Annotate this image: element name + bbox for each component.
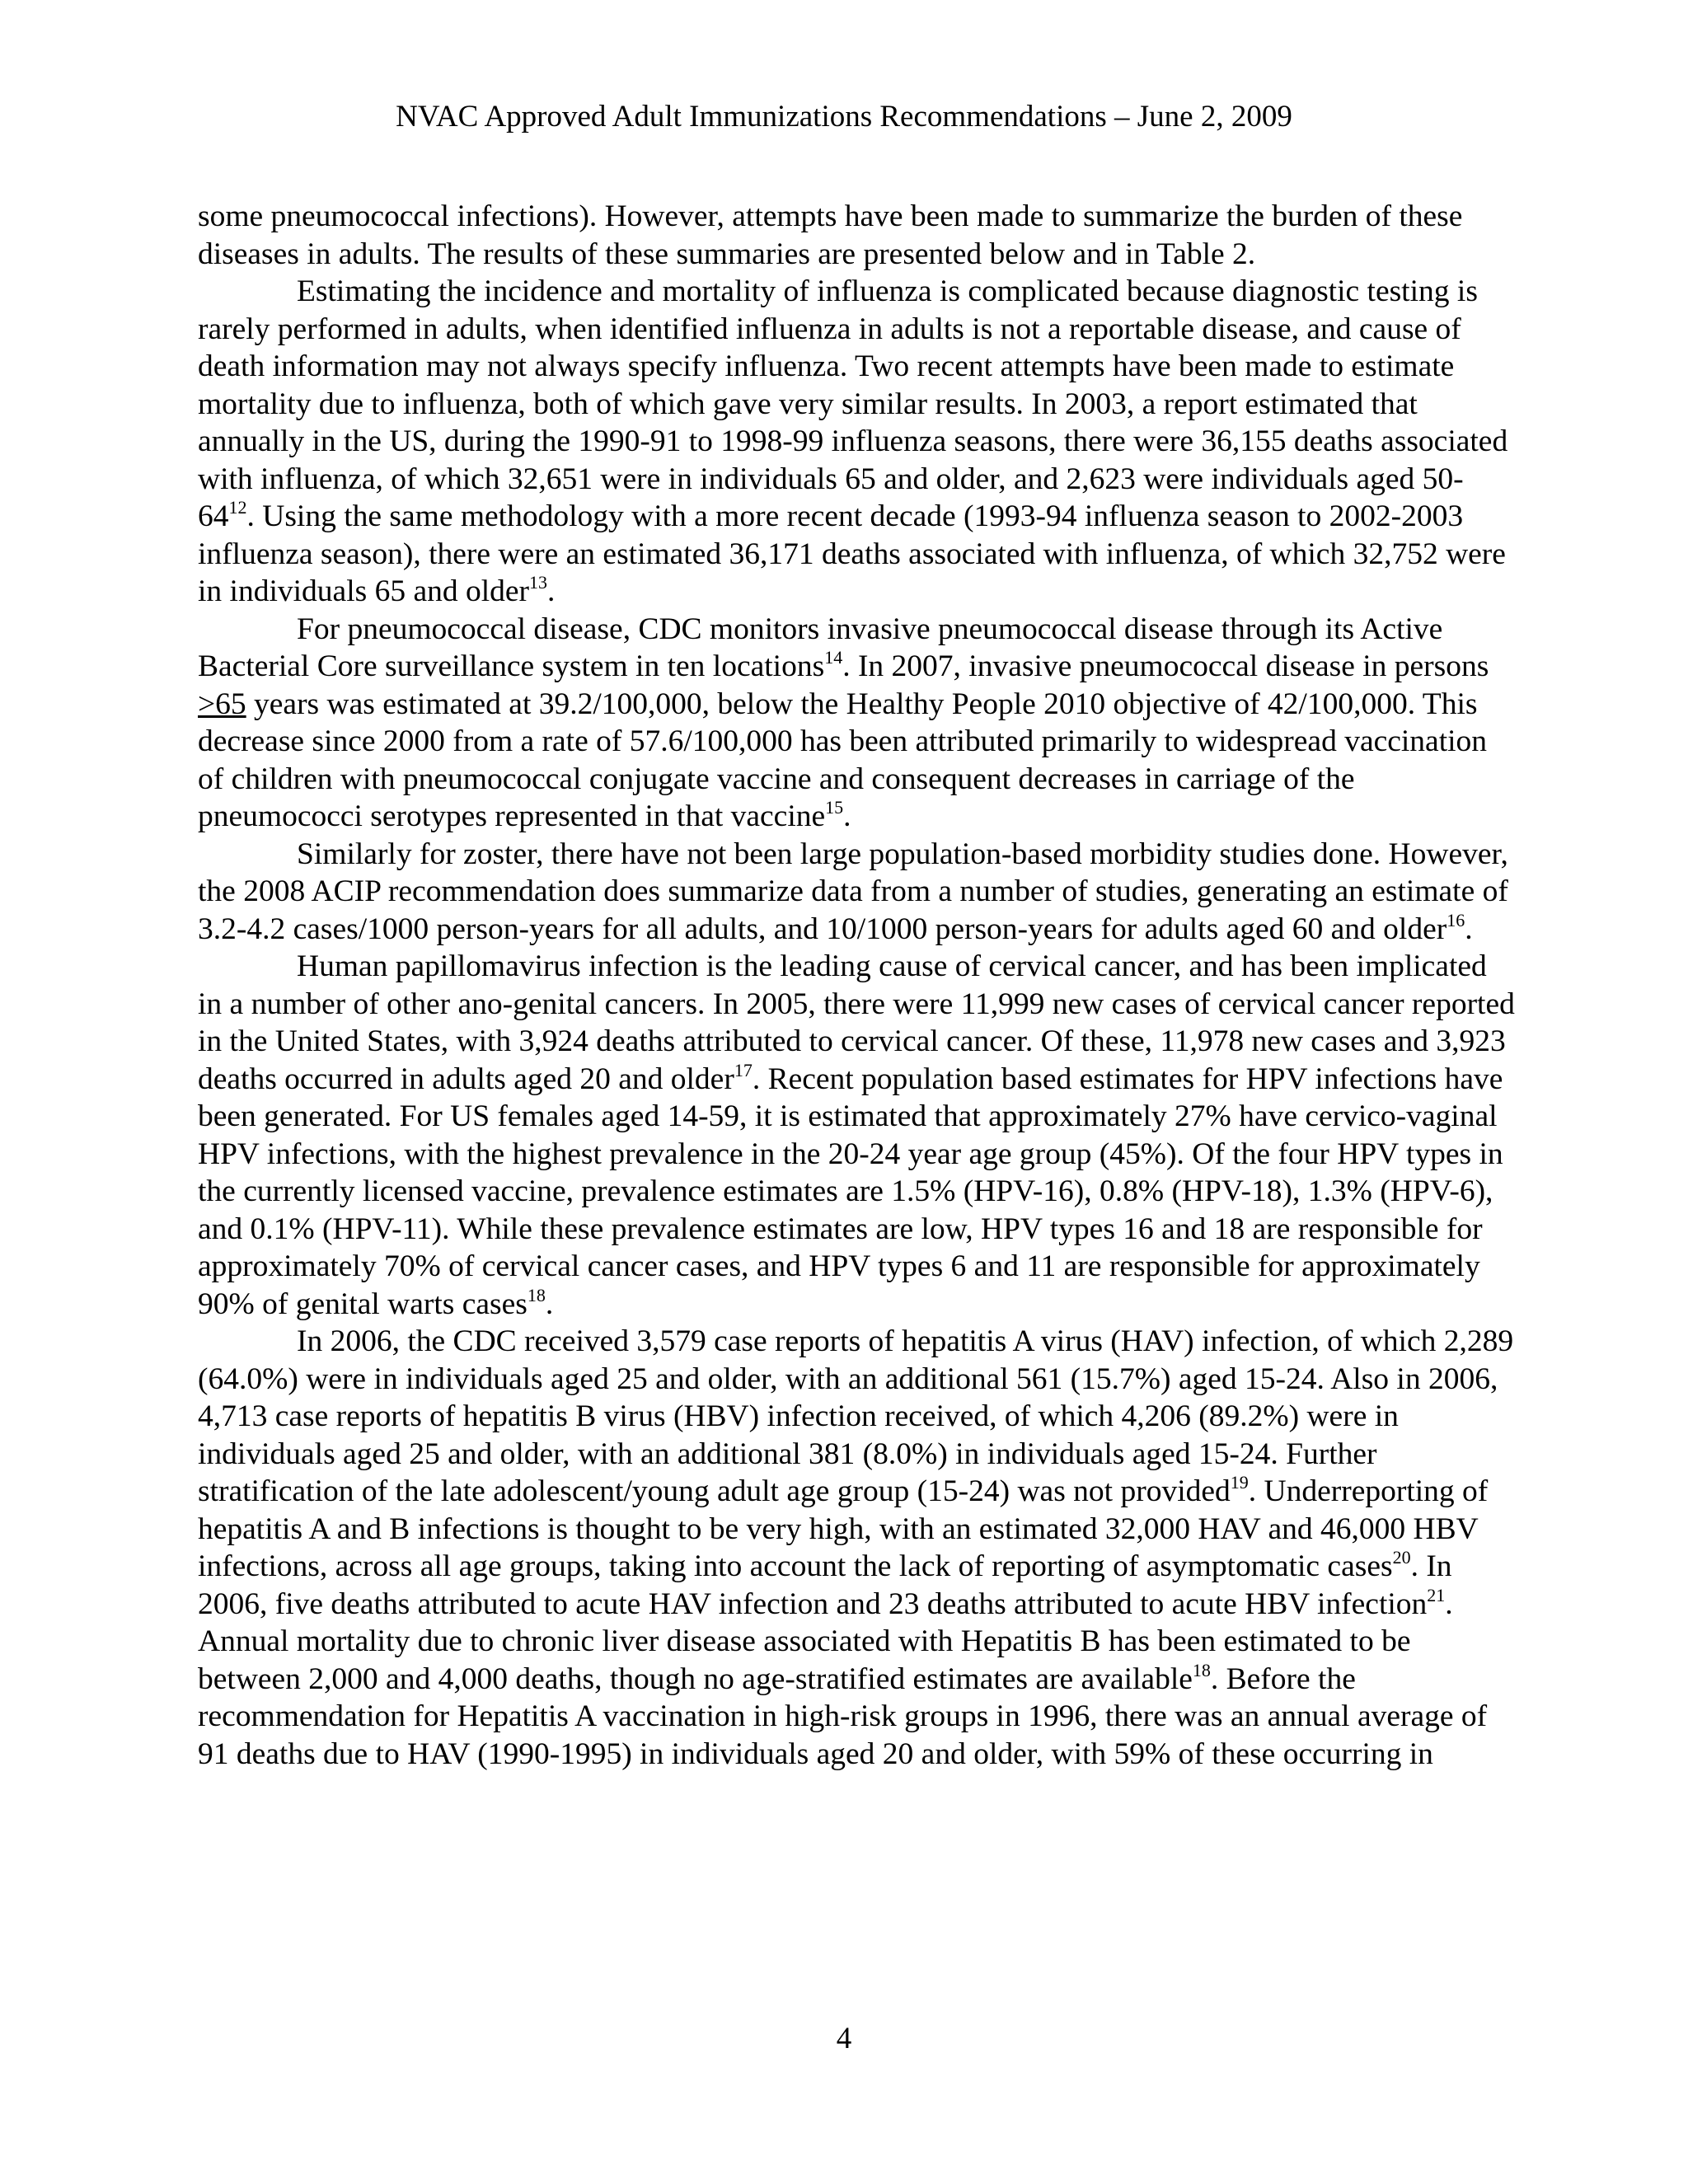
ge-symbol: >65 [198,687,246,721]
paragraph-text: Human papillomavirus infection is the leading cause of cervical cancer, and has been implicated in a number of other ano-genital cancers. In 2005, there were 11,999 new cases of cervical cancer reported in the United States, with 3,924 deaths attributed to cervical cancer. Of these, 11,978 new cases and 3,923 deaths occurred in adults aged 20 and older [198,949,1515,1096]
footnote-ref: 19 [1230,1472,1249,1493]
footnote-ref: 21 [1427,1584,1446,1605]
page-number: 4 [836,2022,852,2055]
footnote-ref: 12 [228,497,247,518]
paragraph-text: . [547,574,556,608]
paragraph-text: For pneumococcal disease, CDC monitors invasive pneumococcal disease through its Active Bacterial Core surveillance system in ten locations [198,612,1443,683]
paragraph-text: some pneumococcal infections). However, attempts have been made to summarize the burden of these diseases in adults. The results of these summaries are presented below and in Table 2. [198,199,1463,271]
paragraph-text: . In 2007, invasive pneumococcal disease in persons [842,649,1489,683]
paragraph-text: Estimating the incidence and mortality of influenza is complicated because diagnostic testing is rarely performed in adults, when identified influenza in adults is not a reportable disease, and cause of death information may not always specify influenza. Two recent attempts have been made to estimate mortality due to influenza, both of which gave very similar results. In 2003, a report estimated that annually in the US, during the 1990-91 to 1998-99 influenza seasons, there were 36,155 deaths associated with influenza, of which 32,651 were in individuals 65 and older, and 2,623 were individuals aged 50-64 [198,274,1508,533]
paragraph-hpv [198,948,1517,1323]
footnote-ref: 16 [1447,909,1465,930]
paragraph-text: . Underreporting of hepatitis A and B infections is thought to be very high, with an estimated 32,000 HAV and 46,000 HBV infections, across all age groups, taking into account the lack of reporting of asymptomatic cases [198,1474,1489,1583]
footnote-ref: 15 [825,797,844,818]
paragraph-text: . [545,1286,554,1321]
paragraph-text: years was estimated at 39.2/100,000, below the Healthy People 2010 objective of 42/100,000. This decrease since 2000 from a rate of 57.6/100,000 has been attributed primarily to widespread vaccination of children with pneumococcal conjugate vaccine and consequent decreases in carriage of the pneumococci serotypes represented in that vaccine [198,687,1488,833]
paragraph-text: . [1465,912,1473,946]
document-body [198,198,1517,1773]
paragraph-text: . In 2006, five deaths attributed to acute HAV infection and 23 deaths attributed to acute HBV infection [198,1549,1452,1621]
paragraph-text: . Using the same methodology with a more recent decade (1993-94 influenza season to 2002-2003 influenza season), there were an estimated 36,171 deaths associated with influenza, of which 32,752 were in individuals 65 and older [198,499,1506,608]
footnote-ref: 20 [1392,1547,1411,1568]
paragraph-text: In 2006, the CDC received 3,579 case reports of hepatitis A virus (HAV) infection, of which 2,289 (64.0%) were in individuals aged 25 and older, with an additional 561 (15.7%) aged 15-24. Also in 2006, 4,713 case reports of hepatitis B virus (HBV) infection received, of which 4,206 (89.2%) were in individuals aged 25 and older, with an additional 381 (8.0%) in individuals aged 15-24. Further stratification of the late adolescent/young adult age group (15-24) was not provided [198,1324,1514,1508]
paragraph-intro-continuation [198,198,1517,273]
footnote-ref: 18 [527,1284,546,1305]
paragraph-pneumococcal [198,611,1517,836]
paragraph-text: . Before the recommendation for Hepatitis A vaccination in high-risk groups in 1996, there was an annual average of 91 deaths due to HAV (1990-1995) in individuals aged 20 and older, with 59% of these occurring in [198,1661,1488,1771]
paragraph-text: Similarly for zoster, there have not been large population-based morbidity studies done. However, the 2008 ACIP recommendation does summarize data from a number of studies, generating an estimate of 3.2-4.2 cases/1000 person-years for all adults, and 10/1000 person-years for adults aged 60 and older [198,837,1508,946]
footnote-ref: 17 [734,1059,753,1080]
footnote-ref: 18 [1192,1659,1211,1680]
paragraph-text: . Recent population based estimates for HPV infections have been generated. For US females aged 14-59, it is estimated that approximately 27% have cervico-vaginal HPV infections, with the highest prevalence in the 20-24 year age group (45%). Of the four HPV types in the currently licensed vaccine, prevalence estimates are 1.5% (HPV-16), 0.8% (HPV-18), 1.3% (HPV-6), and 0.1% (HPV-11). While these prevalence estimates are low, HPV types 16 and 18 are responsible for approximately 70% of cervical cancer cases, and HPV types 6 and 11 are responsible for approximately 90% of genital warts cases [198,1062,1503,1321]
paragraph-text: . [843,799,851,833]
paragraph-influenza [198,273,1517,611]
footnote-ref: 14 [824,647,843,668]
paragraph-text: . Annual mortality due to chronic liver disease associated with Hepatitis B has been estimated to be between 2,000 and 4,000 deaths, though no age-stratified estimates are available [198,1586,1453,1696]
paragraph-zoster [198,836,1517,949]
page-header: NVAC Approved Adult Immunizations Recommendations – June 2, 2009 [396,100,1292,134]
footnote-ref: 13 [529,572,548,593]
paragraph-hepatitis [198,1323,1517,1773]
